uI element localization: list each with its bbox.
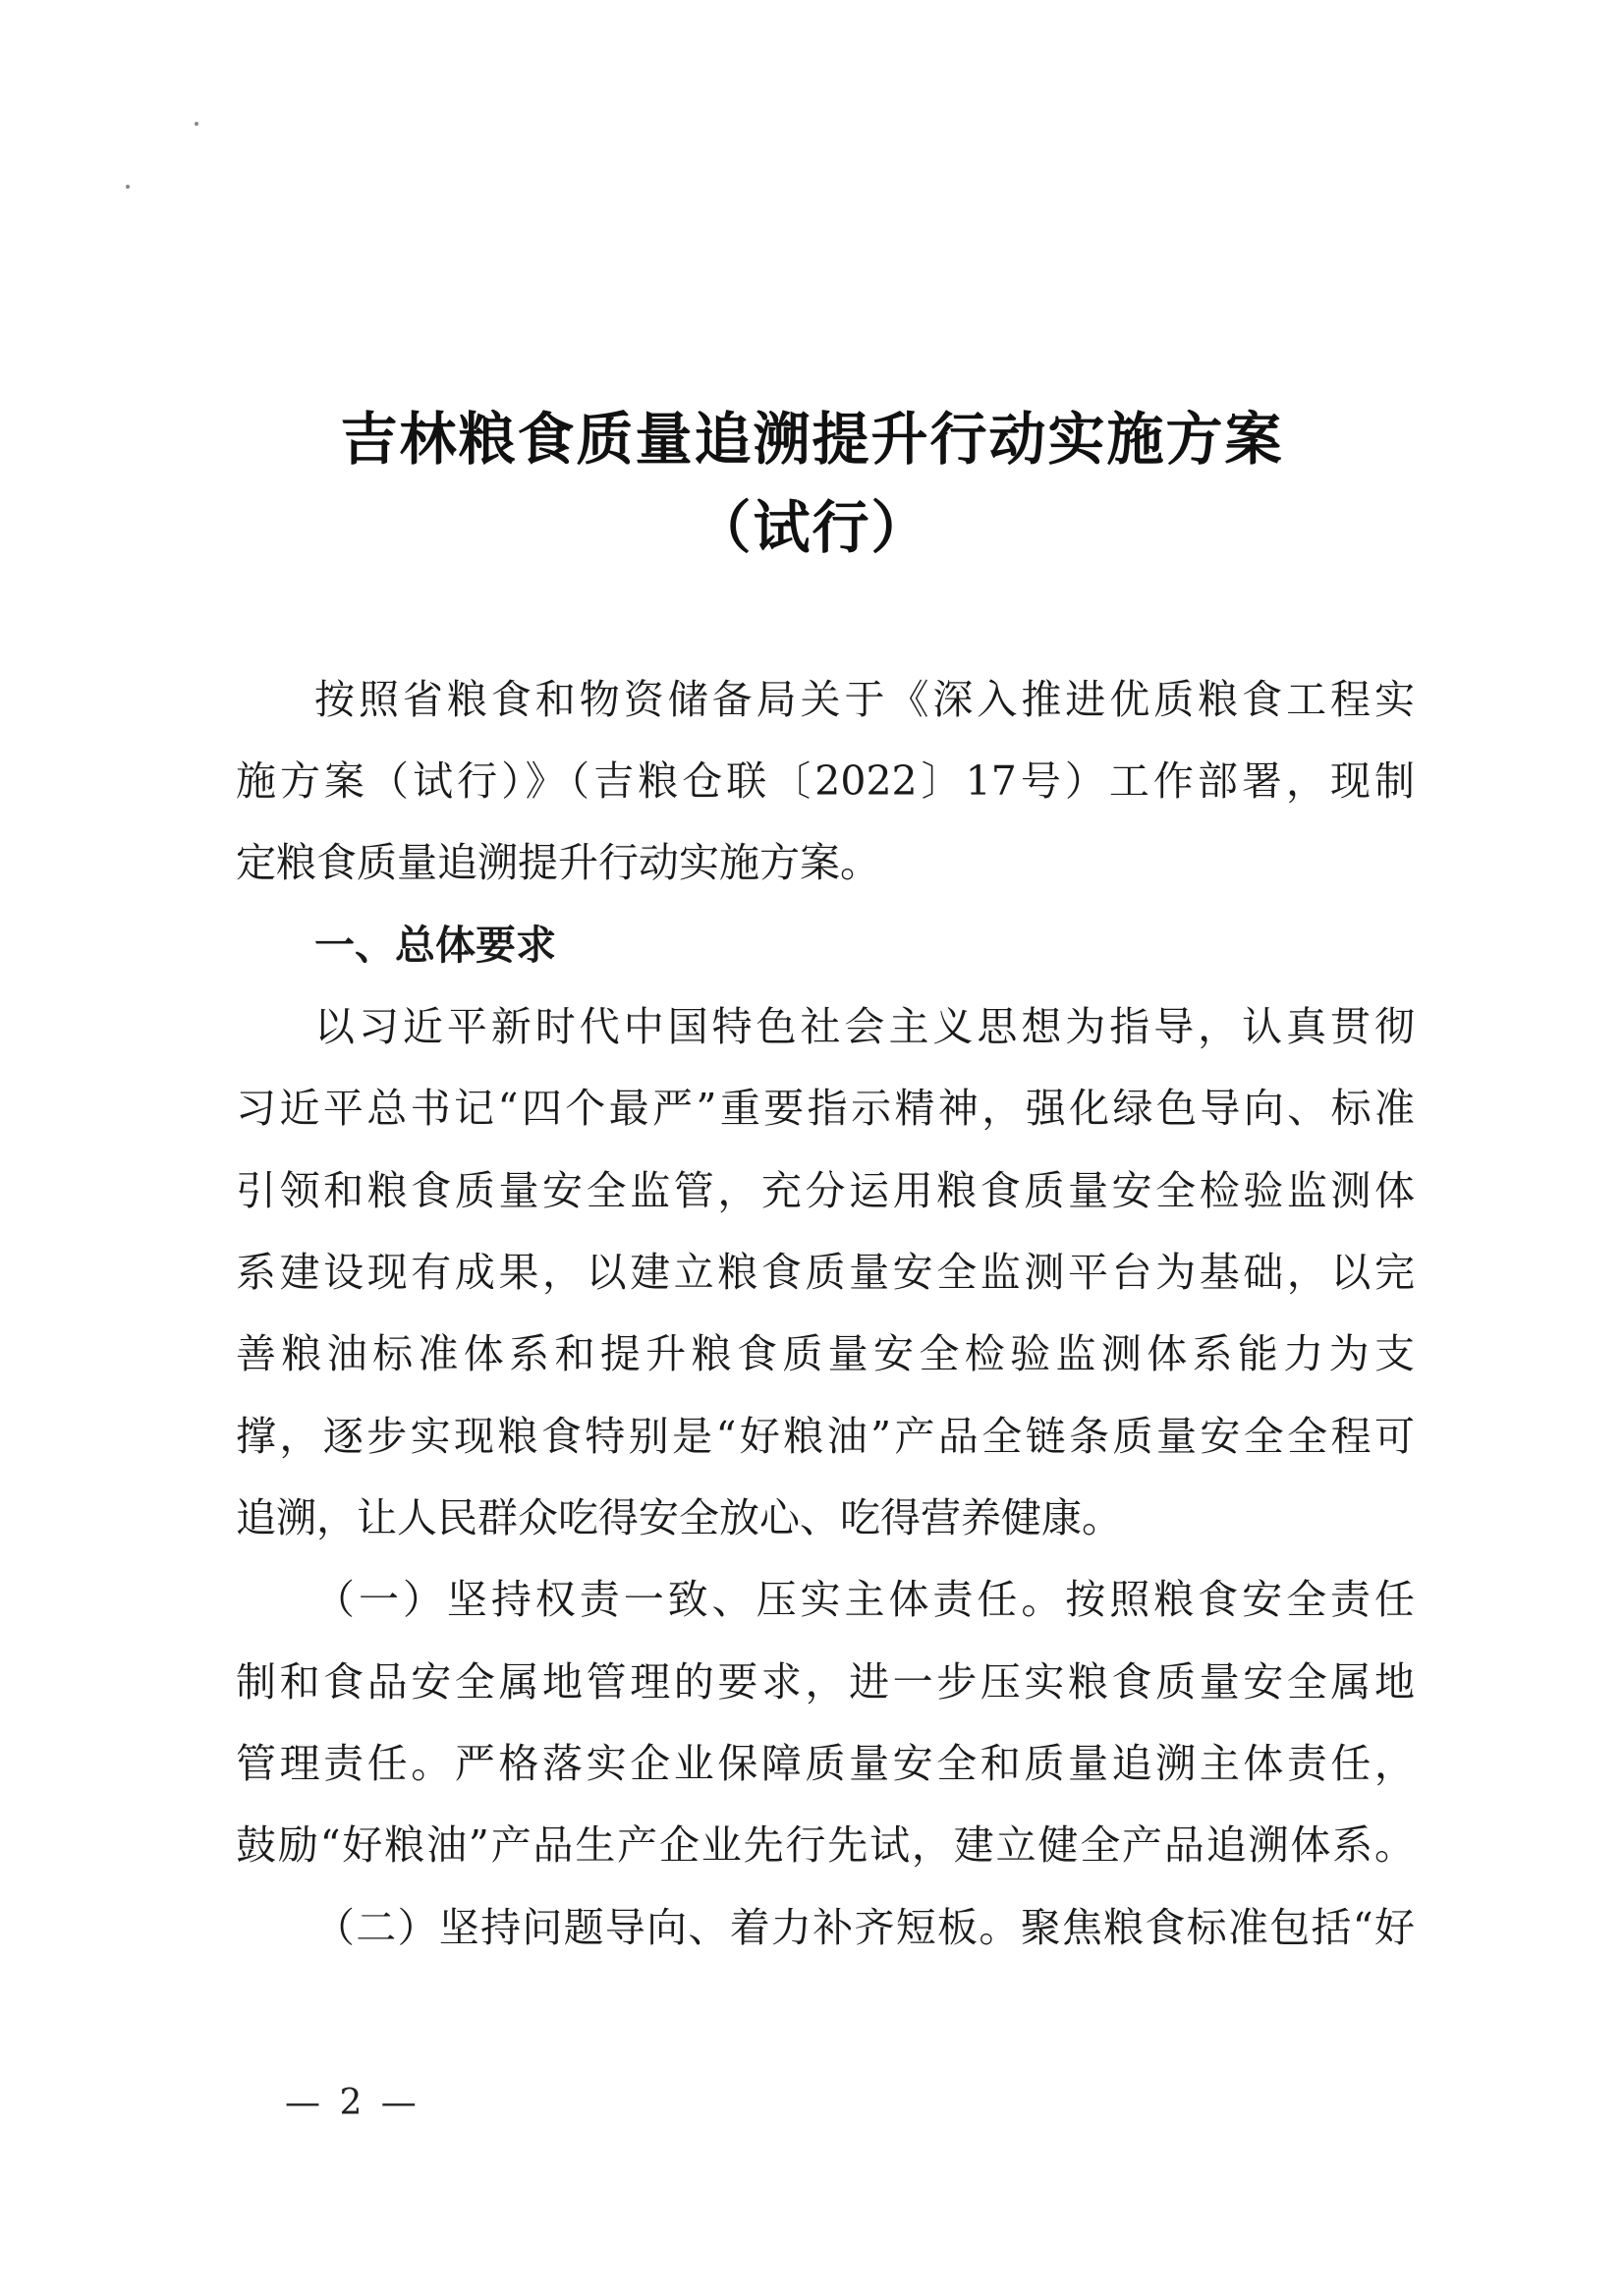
body-line-3: 定粮食质量追溯提升行动实施方案。 (236, 839, 880, 886)
body-line-7: 引领和粮食质量安全监管，充分运用粮食质量安全检验监测体 (236, 1167, 1415, 1214)
document-subtitle: （试行） (694, 494, 930, 561)
body-line-13: 制和食品安全属地管理的要求，进一步压实粮食质量安全属地 (236, 1658, 1415, 1706)
body-line-6: 习近平总书记“四个最严”重要指示精神，强化绿色导向、标准 (236, 1085, 1415, 1132)
body-line-1: 按照省粮食和物资储备局关于《深入推进优质粮食工程实 (314, 676, 1415, 723)
body-line-15: 鼓励“好粮油”产品生产企业先行先试，建立健全产品追溯体系。 (236, 1821, 1415, 1869)
body-line-8: 系建设现有成果，以建立粮食质量安全监测平台为基础，以完 (236, 1249, 1415, 1296)
scan-speck (126, 185, 130, 189)
document-title: 吉林粮食质量追溯提升行动实施方案 (340, 406, 1284, 473)
section-heading-1: 一、总体要求 (314, 922, 556, 969)
body-line-11: 追溯，让人民群众吃得安全放心、吃得营养健康。 (236, 1494, 1122, 1541)
body-line-16: （二）坚持问题导向、着力补齐短板。聚焦粮食标准包括“好 (314, 1904, 1415, 1951)
body-line-5: 以习近平新时代中国特色社会主义思想为指导，认真贯彻 (314, 1003, 1415, 1050)
scan-speck (195, 122, 198, 126)
body-line-9: 善粮油标准体系和提升粮食质量安全检验监测体系能力为支 (236, 1330, 1415, 1377)
body-line-2: 施方案（试行）》（吉粮仓联〔2022〕17号）工作部署，现制 (236, 757, 1415, 805)
page-number: — 2 — (285, 2083, 420, 2123)
body-line-10: 撑，逐步实现粮食特别是“好粮油”产品全链条质量安全全程可 (236, 1413, 1415, 1460)
body-line-14: 管理责任。严格落实企业保障质量安全和质量追溯主体责任， (236, 1740, 1415, 1787)
body-line-12: （一）坚持权责一致、压实主体责任。按照粮食安全责任 (314, 1576, 1415, 1623)
